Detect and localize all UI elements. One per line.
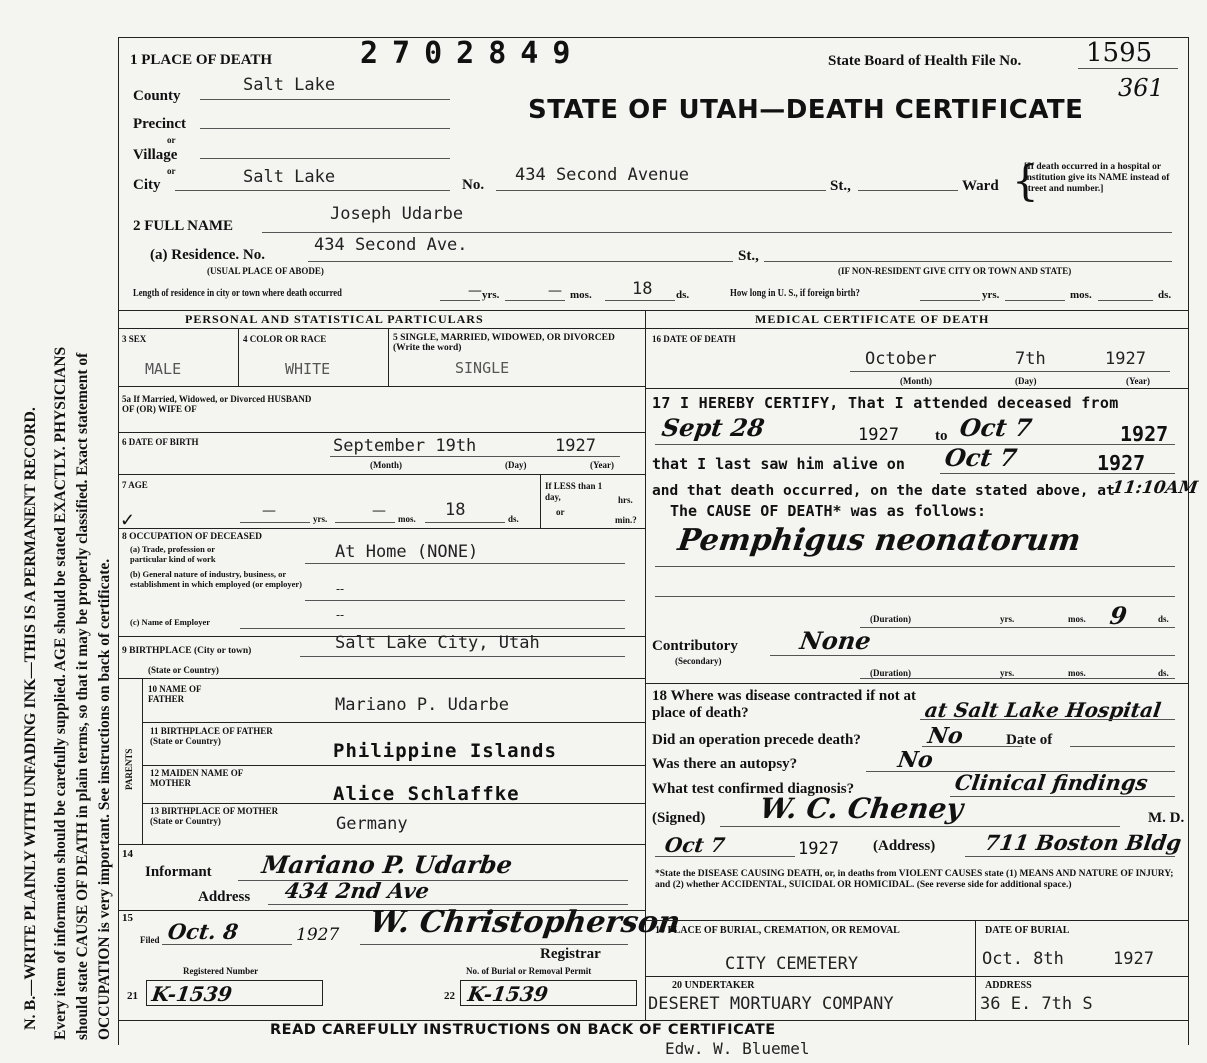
nonresident-note: (IF NON-RESIDENT GIVE CITY OR TOWN AND STATE) [838,266,1072,276]
father-value: Mariano P. Udarbe [335,695,509,715]
hrs-label: hrs. [618,495,633,505]
burial-permit-label: No. of Burial or Removal Permit [466,966,592,976]
occupation-label: 8 OCCUPATION OF DECEASED [122,532,262,542]
date-death-year: 1927 [1105,349,1146,369]
contributory-yrs-label: yrs. [1000,668,1015,678]
county-label: County [133,88,181,104]
to-label: to [935,428,948,444]
signed-year: 1927 [798,839,839,859]
date-death-month: October [865,349,937,369]
or-label-1: or [167,135,176,145]
attended-from-year: 1927 [858,425,899,445]
ward-label: Ward [962,178,999,194]
dob-value: September 19th [333,436,477,456]
dob-month-label: (Month) [370,460,402,470]
burial-label: 19 PLACE OF BURIAL, CREMATION, OR REMOVAL [655,925,900,936]
undertaker-address-label: ADDRESS [985,980,1032,991]
medical-heading: MEDICAL CERTIFICATE OF DEATH [755,312,990,326]
registered-number-value: K-1539 [150,982,234,1006]
residence-mos: — [548,283,562,299]
ds-label-3: ds. [1158,289,1172,301]
registrar-signature: W. Christopherson [367,905,683,940]
mother-value: Alice Schlaffke [333,783,520,805]
death-occurred-label: and that death occurred, on the date stated above, at [652,483,1115,499]
footnote: *State the DISEASE CAUSING DEATH, or, in deaths from VIOLENT CAUSES state (1) MEANS AND NATURE OF INJURY; and (2) whether ACCIDENTAL, SUICIDAL OR HOMICIDAL. (See reverse side for additional space.) [655,869,1174,890]
contributory-mos-label: mos. [1068,668,1086,678]
last-saw-year: 1927 [1097,451,1146,475]
side-note-2: Every item of information should be carefully supplied. AGE should be stated EXACTLY. PHYSICIANS [52,346,69,1040]
secondary-label: (Secondary) [675,656,722,666]
undertaker-value: DESERET MORTUARY COMPANY [648,994,894,1014]
residence-st-label: St., [738,248,759,264]
informant-label: Informant [145,864,212,880]
contracted-label: 18 Where was disease contracted if not at place of death? [652,688,916,721]
age-yrs-label: yrs. [313,514,328,524]
age-ds-label: ds. [508,514,519,524]
age-label: 7 AGE [122,480,148,490]
city-label: City [133,177,161,193]
mother-label: 12 MAIDEN NAME OF MOTHER [150,768,243,788]
father-birthplace-value: Philippine Islands [333,740,557,762]
or-label-age: or [556,507,565,517]
attended-to-year: 1927 [1120,422,1169,446]
father-label: 10 NAME OF FATHER [148,684,202,704]
father-birthplace-label: 11 BIRTHPLACE OF FATHER (State or Country) [150,726,273,746]
min-label: min.? [615,515,637,525]
filed-year: 1927 [296,925,340,945]
death-time: 11:10AM [1110,478,1200,498]
parents-label: PARENTS [124,748,134,790]
side-note-1: N. B.—WRITE PLAINLY WITH UNFADING INK—THIS IS A PERMANENT RECORD. [22,407,39,1030]
sex-label: 3 SEX [122,334,147,344]
side-note-4: OCCUPATION is very important. See instructions on back of certificate. [96,558,113,1040]
residence-ds: 18 [632,279,653,299]
informant-signature: Mariano P. Udarbe [260,850,515,879]
how-long-label: How long in U. S., if foreign birth? [730,287,860,299]
death-year-label: (Year) [1126,376,1150,386]
top-border [118,37,1188,38]
duration-ds: 9 [1108,601,1129,630]
item-15-label: 15 [122,912,133,924]
sex-value: MALE [145,360,182,378]
mos-label-2: mos. [1070,289,1092,301]
item-21-label: 21 [127,990,138,1002]
informant-address-label: Address [198,889,251,905]
contributory-ds-label: ds. [1158,668,1169,678]
city-value: Salt Lake [243,167,336,187]
operation-label: Did an operation precede death? [652,732,861,748]
dob-label: 6 DATE OF BIRTH [122,437,199,447]
ward-brace: { [1012,156,1039,205]
contracted-value: at Salt Lake Hospital [923,698,1163,722]
physician-address-label: (Address) [873,838,936,854]
autopsy-value: No [896,747,935,773]
occupation-b-value: -- [336,582,345,596]
dob-day-label: (Day) [505,460,527,470]
ds-label: ds. [676,289,690,301]
burial-value: CITY CEMETERY [725,954,859,974]
filed-label: Filed [140,935,160,945]
no-label: No. [462,177,485,193]
instructions-footer: READ CAREFULLY INSTRUCTIONS ON BACK OF CERTIFICATE [270,1022,776,1038]
marital-label: 5 SINGLE, MARRIED, WIDOWED, OR DIVORCED (Write the word) [393,333,615,353]
county-value: Salt Lake [243,75,336,95]
filed-value: Oct. 8 [166,919,240,944]
duration-label: (Duration) [870,614,911,624]
date-burial-value: Oct. 8th [982,949,1064,969]
certify-label: 17 I HEREBY CERTIFY, That I attended deceased from [652,394,1119,412]
occupation-value: At Home (NONE) [335,542,479,562]
signed-label: (Signed) [652,810,706,826]
physician-address-value: 711 Boston Bldg [983,830,1183,855]
right-border [1188,37,1189,1045]
attended-from: Sept 28 [660,413,767,442]
full-name-value: Joseph Udarbe [330,204,464,224]
certificate-number: 2702849 [360,36,585,71]
precinct-label: Precinct [133,116,187,132]
certificate-title: STATE OF UTAH—DEATH CERTIFICATE [528,95,1084,125]
bottom-border [118,1020,1188,1021]
spouse-label: 5a If Married, Widowed, or Divorced HUSBAND OF (OR) WIFE OF [122,394,312,414]
full-name-label: 2 FULL NAME [133,218,234,234]
marital-value: SINGLE [455,359,510,377]
item-22-label: 22 [444,990,455,1002]
md-label: M. D. [1148,810,1185,826]
diagnosis-label: What test confirmed diagnosis? [652,781,855,797]
age-check: ✓ [120,510,136,531]
usual-place-label: (USUAL PLACE OF ABODE) [207,266,324,276]
length-residence-label: Length of residence in city or town where death occurred [133,287,342,299]
duration-yrs-label: yrs. [1000,614,1015,624]
or-label-2: or [167,166,176,176]
personal-heading: PERSONAL AND STATISTICAL PARTICULARS [185,312,484,326]
occupation-b-label: (b) General nature of industry, business, or establishment in which employed (or employer) [130,569,302,589]
st-label: St., [830,178,851,194]
mos-label: mos. [570,289,592,301]
left-border [118,37,119,1045]
date-death-label: 16 DATE OF DEATH [652,334,736,344]
dob-year-label: (Year) [590,460,614,470]
less-than-label: If LESS than 1 day, [545,481,603,502]
duration-mos-label: mos. [1068,614,1086,624]
bottom-name: Edw. W. Bluemel [665,1039,810,1058]
residence-yrs: — [468,283,482,299]
yrs-label: yrs. [482,289,500,301]
occupation-a-label: (a) Trade, profession or particular kind of work [130,544,216,564]
contributory-value: None [798,626,873,655]
undertaker-address-value: 36 E. 7th S [980,994,1093,1014]
mother-birthplace-value: Germany [336,814,408,834]
side-note-3: should state CAUSE OF DEATH in plain terms, so that it may be properly classified. Exact statement of [74,352,91,1040]
birthplace-state-label: (State or Country) [148,665,219,675]
physician-signature: W. C. Cheney [757,792,966,825]
color-value: WHITE [285,360,331,378]
item-14-label: 14 [122,848,133,860]
date-death-day: 7th [1015,349,1046,369]
operation-value: No [926,723,965,749]
residence-value: 434 Second Ave. [314,235,468,255]
death-month-label: (Month) [900,376,932,386]
autopsy-label: Was there an autopsy? [652,756,798,772]
date-burial-year: 1927 [1113,949,1154,969]
date-of-label: Date of [1006,732,1053,748]
birthplace-label: 9 BIRTHPLACE (City or town) [122,646,252,656]
cause-label: The CAUSE OF DEATH* was as follows: [670,502,987,520]
yrs-label-2: yrs. [982,289,1000,301]
file-number-label: State Board of Health File No. [828,53,1022,69]
ward-note: [If death occurred in a hospital or institution give its NAME instead of street and number.] [1024,162,1170,194]
duration-ds-label: ds. [1158,614,1169,624]
contributory-label: Contributory [652,638,738,654]
registered-number-label: Registered Number [183,966,259,976]
mother-birthplace-label: 13 BIRTHPLACE OF MOTHER (State or Country) [150,806,279,826]
dob-year: 1927 [555,436,596,456]
age-ds: 18 [445,500,466,520]
attended-to: Oct 7 [958,413,1034,442]
last-saw-value: Oct 7 [943,443,1019,472]
village-label: Village [133,147,178,163]
residence-label: (a) Residence. No. [150,247,265,263]
street-value: 434 Second Avenue [515,165,689,185]
signed-date: Oct 7 [663,833,727,857]
age-yrs: — [262,503,276,519]
diagnosis-value: Clinical findings [953,770,1150,795]
place-of-death-label: 1 PLACE OF DEATH [130,52,273,68]
age-mos-label: mos. [398,514,416,524]
date-burial-label: DATE OF BURIAL [985,925,1070,936]
cause-value: Pemphigus neonatorum [675,523,1083,558]
informant-address-value: 434 2nd Ave [283,878,431,903]
contributory-duration-label: (Duration) [870,668,911,678]
undertaker-label: 20 UNDERTAKER [672,980,755,991]
birthplace-value: Salt Lake City, Utah [335,633,540,653]
last-saw-label: that I last saw him alive on [652,455,905,473]
burial-permit-value: K-1539 [466,982,550,1006]
age-mos: — [372,503,386,519]
occupation-c-label: (c) Name of Employer [130,617,211,627]
registrar-label: Registrar [540,946,601,962]
color-label: 4 COLOR OR RACE [243,334,327,344]
occupation-c-value: -- [336,608,345,622]
file-number-secondary: 361 [1118,74,1164,102]
death-day-label: (Day) [1015,376,1037,386]
file-number: 1595 [1086,38,1153,68]
